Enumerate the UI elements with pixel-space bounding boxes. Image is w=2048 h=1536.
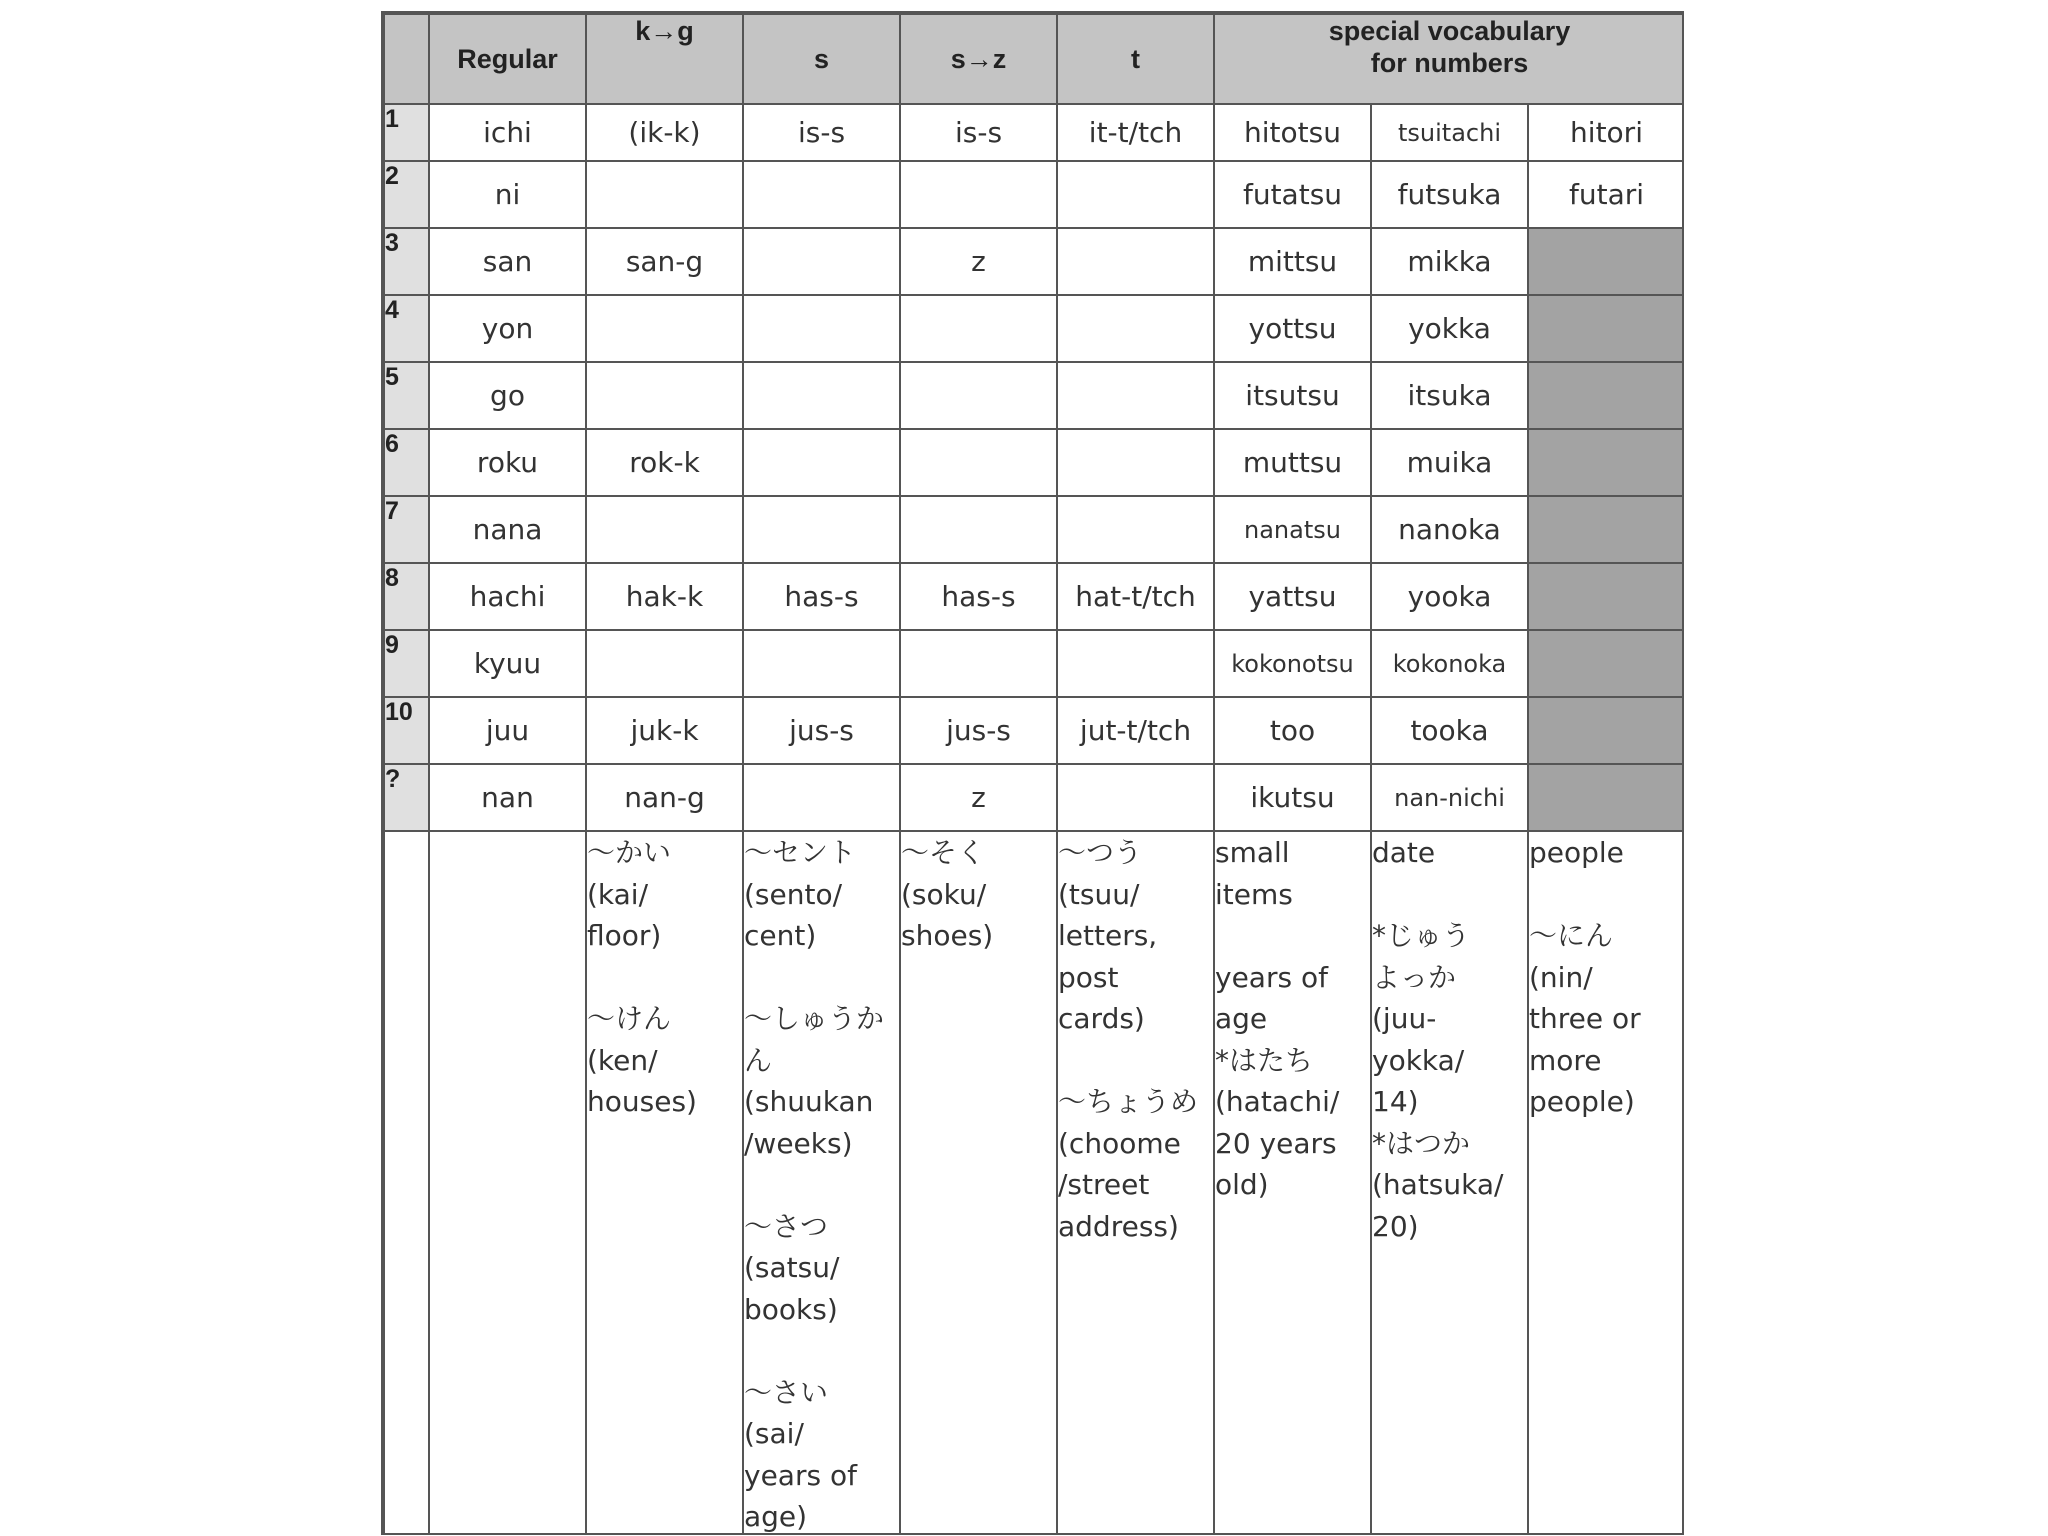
- row-number-label: 8: [384, 563, 429, 630]
- cell-s-to-z: z: [900, 764, 1057, 831]
- usage-note-line: [1215, 915, 1370, 957]
- usage-note-line: years of: [1215, 960, 1328, 994]
- cell-s-to-z: [900, 295, 1057, 362]
- cell-t: [1057, 228, 1214, 295]
- usage-note-line: (hatachi/: [1215, 1085, 1340, 1118]
- usage-note-line: 〜かい: [587, 836, 672, 869]
- cell-regular: ni: [429, 161, 586, 228]
- usage-note-line: (shuukan: [744, 1085, 874, 1118]
- cell-special-date: itsuka: [1371, 362, 1528, 429]
- cell-t: [1057, 362, 1214, 429]
- cell-s-to-z: [900, 362, 1057, 429]
- cell-special-date: tooka: [1371, 697, 1528, 764]
- table-row: [384, 104, 1684, 161]
- usage-note-line: cards): [1058, 1002, 1145, 1035]
- cell-k-to-g: [586, 630, 743, 697]
- table-row: [384, 563, 1684, 630]
- cell-special-count: nanatsu: [1214, 496, 1371, 563]
- usage-note-k-to-g: [586, 831, 743, 1535]
- cell-special-count: too: [1214, 697, 1371, 764]
- table-row: [384, 697, 1684, 764]
- table-row: [384, 630, 1684, 697]
- counter-chart-sheet: [381, 11, 1684, 1535]
- cell-special-people: futari: [1528, 161, 1684, 228]
- cell-k-to-g: [586, 295, 743, 362]
- cell-k-to-g: san-g: [586, 228, 743, 295]
- table-row: [384, 362, 1684, 429]
- usage-note-line: 〜にん: [1529, 919, 1614, 952]
- cell-s: [743, 764, 900, 831]
- cell-special-people: [1528, 429, 1684, 496]
- cell-special-people: [1528, 295, 1684, 362]
- usage-note-line: houses): [587, 1085, 697, 1118]
- cell-regular: juu: [429, 697, 586, 764]
- usage-note-line: *じゅう: [1372, 919, 1471, 952]
- usage-note-line: cent): [744, 919, 817, 952]
- header-special-line1: special vocabulary: [1328, 16, 1571, 46]
- usage-note-line: age: [1215, 1002, 1268, 1035]
- usage-note-line: date: [1372, 836, 1436, 869]
- cell-special-date: muika: [1371, 429, 1528, 496]
- cell-s: is-s: [743, 104, 900, 161]
- usage-note-line: [744, 1164, 899, 1206]
- row-number-label: ?: [384, 764, 429, 831]
- usage-note-line: (kai/: [587, 877, 649, 911]
- usage-note-line: 〜けん: [587, 1002, 672, 1035]
- usage-note-line: (juu-: [1372, 1002, 1437, 1035]
- usage-note-line: 20): [1372, 1209, 1419, 1243]
- cell-special-people: [1528, 563, 1684, 630]
- usage-note-line: 14): [1372, 1085, 1419, 1118]
- cell-special-people: [1528, 362, 1684, 429]
- cell-k-to-g: juk-k: [586, 697, 743, 764]
- cell-special-people: [1528, 630, 1684, 697]
- cell-s: [743, 295, 900, 362]
- cell-special-count: ikutsu: [1214, 764, 1371, 831]
- cell-special-date: kokonoka: [1371, 630, 1528, 697]
- usage-note-line: *はつか: [1372, 1126, 1471, 1160]
- usage-note-line: address): [1058, 1209, 1179, 1243]
- usage-note-line: people: [1529, 836, 1624, 869]
- notes-row-label: [384, 831, 429, 1535]
- usage-note-line: people): [1529, 1085, 1635, 1118]
- cell-k-to-g: [586, 496, 743, 563]
- cell-s-to-z: [900, 429, 1057, 496]
- header-s-to-z: s→z: [900, 14, 1057, 104]
- cell-t: [1057, 764, 1214, 831]
- cell-s: [743, 362, 900, 429]
- usage-note-line: items: [1215, 877, 1293, 911]
- cell-special-count: mittsu: [1214, 228, 1371, 295]
- cell-special-people: [1528, 697, 1684, 764]
- row-number-label: 10: [384, 697, 429, 764]
- usage-note-line: [1058, 1040, 1213, 1082]
- usage-note-line: books): [744, 1292, 838, 1326]
- usage-note-line: 〜ちょうめ: [1058, 1085, 1199, 1118]
- cell-t: [1057, 496, 1214, 563]
- cell-regular: kyuu: [429, 630, 586, 697]
- header-regular: Regular: [429, 14, 586, 104]
- header-t: t: [1057, 14, 1214, 104]
- usage-note-line: 20 years: [1215, 1126, 1337, 1160]
- usage-note-line: (sai/: [744, 1417, 804, 1450]
- cell-t: [1057, 295, 1214, 362]
- header-special-line2: for numbers: [1370, 48, 1529, 78]
- cell-special-count: hitotsu: [1214, 104, 1371, 161]
- table-row: [384, 228, 1684, 295]
- cell-special-count: futatsu: [1214, 161, 1371, 228]
- usage-note-line: (choome: [1058, 1126, 1181, 1160]
- cell-s-to-z: [900, 161, 1057, 228]
- cell-t: jut-t/tch: [1057, 697, 1214, 764]
- usage-note-regular: [429, 831, 586, 1535]
- usage-note-special-date: [1371, 831, 1528, 1535]
- counter-pronunciation-table: [383, 13, 1684, 1535]
- cell-special-people: [1528, 764, 1684, 831]
- cell-k-to-g: hak-k: [586, 563, 743, 630]
- row-number-label: 6: [384, 429, 429, 496]
- cell-regular: nan: [429, 764, 586, 831]
- cell-k-to-g: nan-g: [586, 764, 743, 831]
- usage-note-special-people: [1528, 831, 1684, 1535]
- usage-note-line: more: [1529, 1043, 1602, 1077]
- cell-k-to-g: rok-k: [586, 429, 743, 496]
- table-row: [384, 161, 1684, 228]
- cell-special-date: nan-nichi: [1371, 764, 1528, 831]
- cell-k-to-g: [586, 362, 743, 429]
- corner-header-cell: [384, 14, 429, 104]
- row-number-label: 2: [384, 161, 429, 228]
- cell-special-date: nanoka: [1371, 496, 1528, 563]
- usage-note-s-to-z: [900, 831, 1057, 1535]
- usage-note-line: shoes): [901, 919, 994, 952]
- cell-special-date: yooka: [1371, 563, 1528, 630]
- usage-note-line: 〜つう: [1058, 836, 1143, 869]
- cell-k-to-g: [586, 161, 743, 228]
- cell-special-count: muttsu: [1214, 429, 1371, 496]
- usage-note-line: *はたち: [1215, 1043, 1314, 1077]
- cell-s-to-z: is-s: [900, 104, 1057, 161]
- header-s: s: [743, 14, 900, 104]
- cell-special-count: yattsu: [1214, 563, 1371, 630]
- usage-note-line: post: [1058, 960, 1119, 994]
- cell-special-count: itsutsu: [1214, 362, 1371, 429]
- usage-note-line: [1372, 874, 1527, 916]
- header-special-vocabulary: [1214, 14, 1684, 104]
- usage-note-line: (tsuu/: [1058, 877, 1140, 911]
- table-row: [384, 764, 1684, 831]
- cell-special-date: tsuitachi: [1371, 104, 1528, 161]
- cell-special-count: kokonotsu: [1214, 630, 1371, 697]
- usage-note-line: years of: [744, 1458, 857, 1492]
- row-number-label: 3: [384, 228, 429, 295]
- row-number-label: 7: [384, 496, 429, 563]
- usage-note-line: (soku/: [901, 877, 987, 911]
- cell-regular: go: [429, 362, 586, 429]
- row-number-label: 9: [384, 630, 429, 697]
- cell-s: jus-s: [743, 697, 900, 764]
- header-k-to-g: k→g: [586, 14, 743, 104]
- usage-note-s: [743, 831, 900, 1535]
- cell-special-people: hitori: [1528, 104, 1684, 161]
- cell-s-to-z: z: [900, 228, 1057, 295]
- usage-note-line: /weeks): [744, 1126, 853, 1160]
- cell-s-to-z: [900, 630, 1057, 697]
- usage-note-line: old): [1215, 1168, 1269, 1201]
- cell-s-to-z: jus-s: [900, 697, 1057, 764]
- table-row: [384, 496, 1684, 563]
- usage-note-line: three or: [1529, 1002, 1641, 1035]
- usage-note-line: 〜さい: [744, 1375, 829, 1409]
- cell-t: it-t/tch: [1057, 104, 1214, 161]
- header-row: [384, 14, 1684, 104]
- usage-note-line: [744, 1330, 899, 1372]
- usage-note-line: よっか: [1372, 960, 1457, 994]
- cell-s-to-z: has-s: [900, 563, 1057, 630]
- cell-s: [743, 161, 900, 228]
- usage-notes-row: [384, 831, 1684, 1535]
- cell-special-count: yottsu: [1214, 295, 1371, 362]
- table-row: [384, 429, 1684, 496]
- cell-regular: nana: [429, 496, 586, 563]
- usage-note-line: (satsu/: [744, 1251, 840, 1284]
- usage-note-line: (nin/: [1529, 960, 1593, 994]
- usage-note-line: /street: [1058, 1168, 1150, 1201]
- cell-special-date: futsuka: [1371, 161, 1528, 228]
- row-number-label: 5: [384, 362, 429, 429]
- usage-note-line: (hatsuka/: [1372, 1168, 1504, 1201]
- usage-note-line: (ken/: [587, 1043, 658, 1077]
- row-number-label: 4: [384, 295, 429, 362]
- cell-s: [743, 228, 900, 295]
- cell-t: [1057, 161, 1214, 228]
- cell-regular: san: [429, 228, 586, 295]
- usage-note-line: [744, 957, 899, 999]
- cell-special-people: [1528, 228, 1684, 295]
- usage-note-line: (sento/: [744, 877, 843, 911]
- usage-note-line: 〜そく: [901, 836, 986, 869]
- cell-s: has-s: [743, 563, 900, 630]
- cell-k-to-g: (ik-k): [586, 104, 743, 161]
- cell-special-people: [1528, 496, 1684, 563]
- cell-regular: yon: [429, 295, 586, 362]
- cell-special-date: mikka: [1371, 228, 1528, 295]
- usage-note-line: small: [1215, 836, 1290, 869]
- usage-note-line: floor): [587, 919, 662, 952]
- cell-regular: roku: [429, 429, 586, 496]
- usage-note-line: yokka/: [1372, 1043, 1465, 1077]
- usage-note-line: 〜さつ: [744, 1209, 829, 1243]
- cell-s: [743, 496, 900, 563]
- usage-note-line: 〜セント: [744, 836, 857, 869]
- usage-note-line: letters,: [1058, 919, 1158, 952]
- cell-s-to-z: [900, 496, 1057, 563]
- row-number-label: 1: [384, 104, 429, 161]
- cell-s: [743, 630, 900, 697]
- cell-regular: hachi: [429, 563, 586, 630]
- usage-note-t: [1057, 831, 1214, 1535]
- usage-note-line: age): [744, 1500, 808, 1533]
- table-row: [384, 295, 1684, 362]
- cell-special-date: yokka: [1371, 295, 1528, 362]
- usage-note-line: ん: [744, 1043, 773, 1077]
- usage-note-line: [587, 957, 742, 999]
- usage-note-line: [1529, 874, 1684, 916]
- usage-note-special-count: [1214, 831, 1371, 1535]
- cell-regular: ichi: [429, 104, 586, 161]
- cell-t: [1057, 429, 1214, 496]
- cell-t: hat-t/tch: [1057, 563, 1214, 630]
- cell-s: [743, 429, 900, 496]
- cell-t: [1057, 630, 1214, 697]
- usage-note-line: 〜しゅうか: [744, 1002, 885, 1035]
